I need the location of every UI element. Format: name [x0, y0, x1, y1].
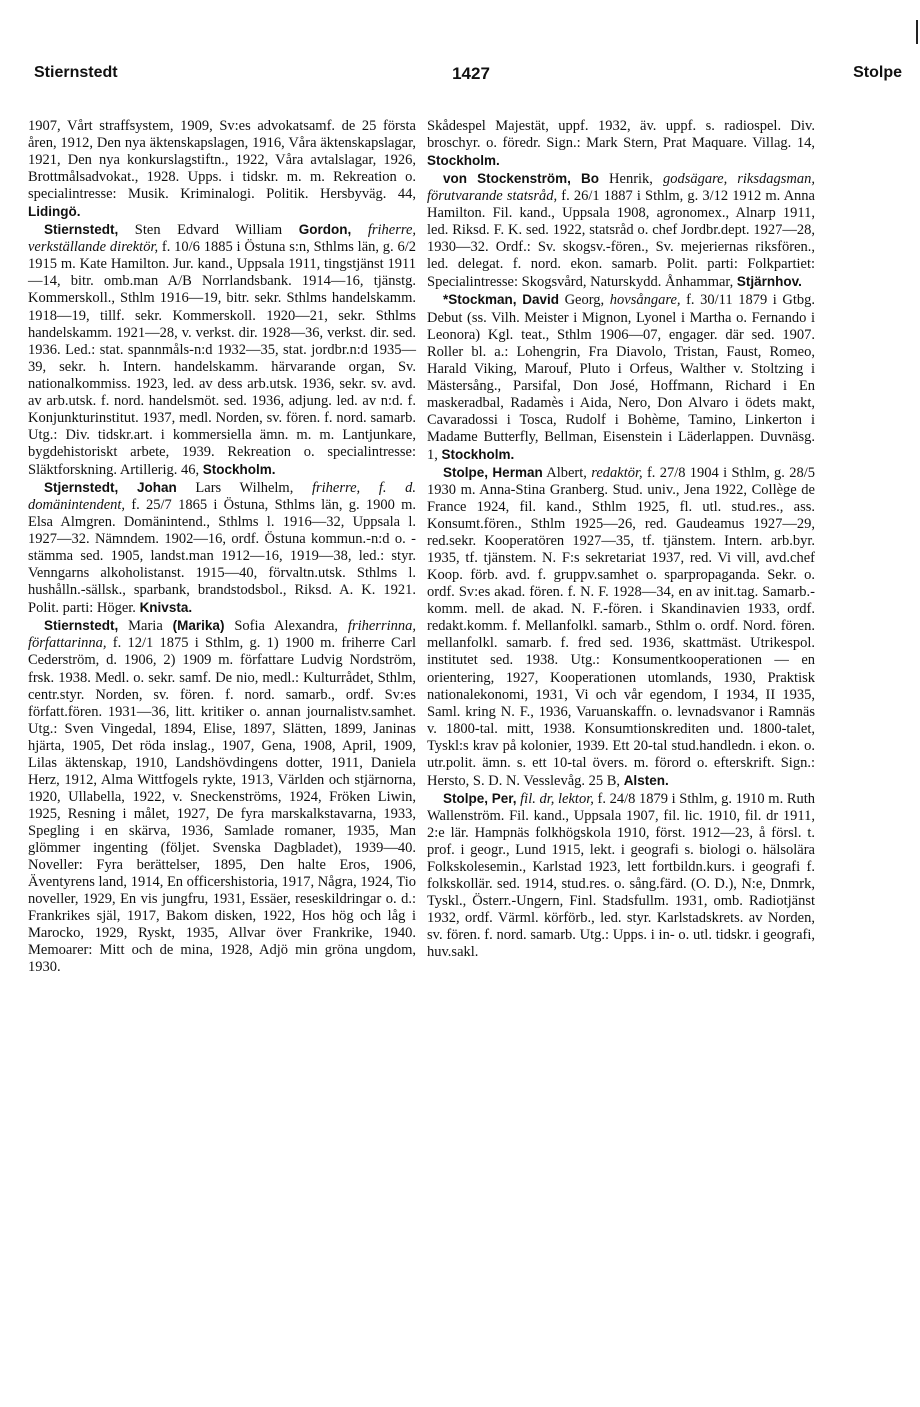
italic-title: fil. dr, lektor,	[520, 790, 594, 807]
entry-text: Lars Wilhelm,	[176, 479, 312, 496]
bold-name-or-place: *Stockman, David	[443, 292, 559, 308]
biography-entry	[28, 221, 416, 479]
bold-name-or-place: Knivsta.	[139, 600, 193, 616]
entry-text: Georg,	[559, 292, 610, 309]
bold-name-or-place: Stjärnhov.	[736, 274, 802, 290]
page-number: 1427	[452, 64, 490, 83]
page-edge-mark	[916, 20, 918, 44]
bold-name-or-place: Lidingö.	[28, 204, 81, 220]
bold-name-or-place: Stolpe, Per,	[443, 790, 517, 806]
biography-entry	[427, 464, 815, 790]
entry-text: Sten Edvard William	[118, 222, 299, 239]
italic-title: godsägare, riksdagsman, förutvarande statsråd,	[427, 171, 815, 205]
entry-text: Sofia Alexandra,	[224, 618, 348, 635]
bold-name-or-place: Stockholm.	[202, 461, 276, 477]
entry-text: Albert,	[542, 464, 592, 481]
entry-text: 1907, Vårt straffsystem, 1909, Sv:es advokatsamf. de 25 första åren, 1912, Den nya äktenskapslagen, 1916, Våra äktenskapslagar, 1921, Den nya konkurslagstiftn., 1922, Våra avtalslagar, 1926, Brottmålsadvokat., 1928. Upps. i tidskr. m. m. Rekreation o. specialintresse: Musik. Kriminalogi. Politik. Hersbyväg. 44,	[28, 118, 416, 203]
entry-text: Skådespel Majestät, uppf. 1932, äv. uppf. s. radiospel. Div. broschyr. o. föredr. Sign.: Mark Stern, Prat Maquare. Villag. 14,	[427, 118, 815, 152]
entry-text: f. 25/7 1865 i Östuna, Sthlms län, g. 1900 m. Elsa Almgren. Domänintend., Sthlms l. 1916—32, Uppsala l. 1927—32. Nämndem. 1902—16, ordf. Östuna kommun.-n:d o. -stämma sed. 1905, landst.man 1912—16, 1919—38, led.: styr. Venngarns alkoholistanst. 1915—40, förvaltn.utsk. Sthlms l. hushålln.-sällsk., sparbank, brandstodsbol., Riksd. A. K. 1921. Polit. parti: Höger.	[28, 497, 416, 617]
header-right-guide-word: Stolpe	[853, 64, 902, 81]
bold-name-or-place: Stiernstedt,	[44, 222, 119, 238]
biography-entry	[28, 479, 416, 617]
right-column	[427, 118, 815, 961]
bold-name-or-place: Stockholm.	[427, 153, 500, 169]
entry-continuation	[28, 118, 416, 221]
entry-text	[351, 222, 368, 238]
bold-name-or-place: von Stockenström, Bo	[443, 171, 600, 187]
entry-text: Henrik,	[599, 171, 663, 188]
biography-entry	[427, 170, 815, 291]
biography-entry	[427, 790, 815, 961]
entry-text: f. 30/11 1879 i Gtbg. Debut (ss. Vilh. Meister i Mignon, Lyonel i Martha o. Fernando i Leonora) Kgl. teat., Sthlm 1906—07, engager. där sed. 1907. Roller bl. a.: Lohengrin, Fra Diavolo, Tristan, Faust, Romeo, Harald Viking, Marouf, Pluto i Orfeus, Walther v. Stoltzing i Mästersång., Parsifal, Don José, Hoffmann, Richard i En maskeradbal, Radamès i Aida, Nero, Don Alvaro i ödets makt, Cavaradossi i Tosca, Rudolf i Bohème, Tamino, Linkerton i Madame Butterfly, Bellman, Eisenstein i Läderlappen. Duvnäsg. 1,	[427, 292, 815, 463]
entry-continuation	[427, 118, 815, 170]
entry-text: f. 12/1 1875 i Sthlm, g. 1) 1900 m. friherre Carl Cederström, d. 1906, 2) 1909 m. författare Ludvig Nordström, frsk. 1938. Medl. o. sekr. samf. De nio, medl.: Kulturrådet, Sthlm, centr.styr. Norden, sv. fören. f. nord. samarb., ordf. Sv:es författ.fören. 1931—36, litt. kritiker o. annan journalistv.samhet. Utg.: Sven Vingedal, 1894, Elise, 1897, Slätten, 1899, Janinas hjärta, 1905, Det röda inslag., 1907, Gena, 1908, April, 1909, Lilas äktenskap, 1910, Landshövdingens dotter, 1911, Daniela Herz, 1912, Alma Wittfogels rykte, 1913, Världen och stjärnorna, 1920, Ullabella, 1922, v. Sneckenströms, 1924, Fröken Liwin, 1925, Resning i målet, 1927, De fyra marskalkstavarna, 1933, Spegling i en skärva, 1936, Samlade romaner, 1935, Man glömmer ingenting (följet. Svenska Dagbladet), 1939—40. Noveller: Fyra berättelser, 1895, Den halte Eros, 1906, Äventyrens land, 1914, En officershistoria, 1917, Några, 1924, Tio noveller, 1929, En vis jungfru, 1931, Essäer, reseskildringar o. d.: Frankrikes själ, 1917, Bakom disken, 1922, Hos hög och låg i Marocko, 1929, Ryskt, 1935, Allvar över Frankrike, 1940. Memoarer: Mitt och de mina, 1928, Adjö min gröna ungdom, 1930.	[28, 635, 416, 976]
entry-text: f. 24/8 1879 i Sthlm, g. 1910 m. Ruth Wallenström. Fil. kand., Uppsala 1907, fil. lic. 1910, fil. dr 1911, 2:e lär. Hampnäs folkhögskola 1910, först. 1912—23, å försl. t. prof. i geogr., Lund 1915, lekt. i geografi s. biologi o. hälsolära Folkskolesemin., Karlstad 1923, lett fortbildn.kurs. i geografi f. folkskollär. sed. 1914, stud.res. o. sång.färd. (O. D.), N:e, Dnmrk, Tyskl., Österr.-Ungern, Finl. Stadsfullm. 1931, omb. Radiotjänst 1932, ordf. Värml. körförb., led. styr. Karlstadskrets. av Norden, sv. fören. f. nord. samarb. Utg.: Upps. i in- o. utl. tidskr. i geografi, huv.sakl.	[427, 790, 816, 961]
bold-name-or-place: Stiernstedt,	[44, 618, 119, 634]
entry-text: f. 10/6 1885 i Östuna s:n, Sthlms län, g. 6/2 1915 m. Kate Hamilton. Jur. kand., Uppsala 1911, tingstjänst 1911—14, bitr. omb.man A/B Norrlandsbank. 1914—16, tjänstg. Kommerskoll., Sthlm 1916—19, bitr. sekr. Sthlms handelskamm. 1918—19, tillf. sekr. Kommerskoll. 1920—21, sekr. Sthlms handelskamm. 1921—28, v. verkst. dir. 1928—36, verkst. dir. sed. 1936. Led.: stat. spannmåls-n:d 1932—35, stat. jordbr.n:d 1935—39, sekr. h. Intern. handelskamm. härvarande organ, Sv. nationalkommiss. 1923, led. av dess arb.utsk. 1936, sekr. sv. avd. av arb.utsk. f. nord. handelsmöt. sed. 1936, adjung. led. av n:d. f. Konjunkturinstitut. 1937, medl. Norden, sv. fören. f. nord. samarb. Utg.: Div. tidskr.art. i kommersiella ämn. m. m. Lantjunkare, bygdehistoriskt arbete, 1939. Rekreation o. specialintresse: Släktforskning. Artillerig. 46,	[28, 239, 416, 478]
italic-title: redaktör,	[591, 464, 643, 481]
italic-title: friherre, verkställande direktör,	[28, 222, 417, 256]
bold-name-or-place: Gordon,	[298, 222, 352, 238]
entry-text: f. 27/8 1904 i Sthlm, g. 28/5 1930 m. Anna-Stina Granberg. Stud. univ., Jena 1922, Collège de France 1924, fil. kand., Sthlm 1925, fl. utl. stud.res., ass. Konsumt.fören., Sthlm 1925—26, red. Gaudeamus 1927—29, red.sekr. Kooperatören 1927—35, tf. tjänstem. Intern. arb.byr. 1935, tf. tjänstem. N. F:s sekretariat 1937, red. Vi vill, avd.chef Koop. förb. avd. f. gruppv.samhet o. sparpropaganda. Sekr. o. ordf. Sv:es akad. fören. f. N. F. 1928—34, en av init.tag. Samarb.-komm. mell. de akad. N. F.-fören. i Skandinavien 1933, ordf. redakt.komm. f. Mellanfolkl. samarb., Sthlm o. ordf. Nord. fören. mellanfolkl. samarb. f. fred sed. 1936, skattmäst. Utrikespol. institutet sed. 1938. Utg.: Konsumentkooperationen — en orientering, 1927, Kooperationen utomlands, 1930, Praktisk nationalekonomi, 1931, Vi och vår egendom, I 1934, II 1935, Saml. kring N. F., 1936, Varuanskaffn. o. levnadsvanor i Ramnäs v. 1800-tal. mitt, 1938. Konsumtionskrediten und. 1800-talet, Tyskl:s krav på kolonier, 1939. Ett 20-tal stud.handledn. i ekon. o. utr.polit. ämn. s. ett 10-tal övers. m. förord o. efterskrift. Sign.: Hersto, S. D. N. Vesslevåg. 25 B,	[427, 464, 815, 789]
entry-text: f. 26/1 1887 i Sthlm, g. 3/12 1912 m. Anna Hamilton. Fil. kand., Uppsala 1908, agronomex., Alnarp 1911, led. Riksd. F. K. sed. 1922, statsråd o. chef Jordbr.dept. 1927—28, 1930—32. Ordf.: Sv. skogsv.-fören., Sv. mejeriernas riksfören., led. delegat. f. nord. ekon. samarb. Polit. parti: Folkpartiet: Specialintresse: Skogsvård, Naturskydd. Ånhammar,	[427, 188, 815, 291]
bold-name-or-place: Stjernstedt, Johan	[44, 479, 177, 495]
header-left-guide-word: Stiernstedt	[34, 64, 118, 81]
left-column	[28, 118, 416, 976]
bold-name-or-place: Alsten.	[623, 772, 669, 788]
biography-entry	[28, 617, 416, 976]
bold-name-or-place: Stockholm.	[441, 446, 515, 462]
italic-title: friherre, f. d. domänintendent,	[28, 479, 416, 514]
italic-title: hovsångare,	[609, 292, 681, 309]
bold-name-or-place: Stolpe, Herman	[443, 464, 543, 480]
running-header	[34, 64, 908, 90]
bold-name-or-place: (Marika)	[172, 618, 225, 634]
italic-title: friherrinna, författarinna,	[28, 618, 416, 652]
entry-text: Maria	[118, 618, 173, 635]
biography-entry	[427, 291, 815, 463]
